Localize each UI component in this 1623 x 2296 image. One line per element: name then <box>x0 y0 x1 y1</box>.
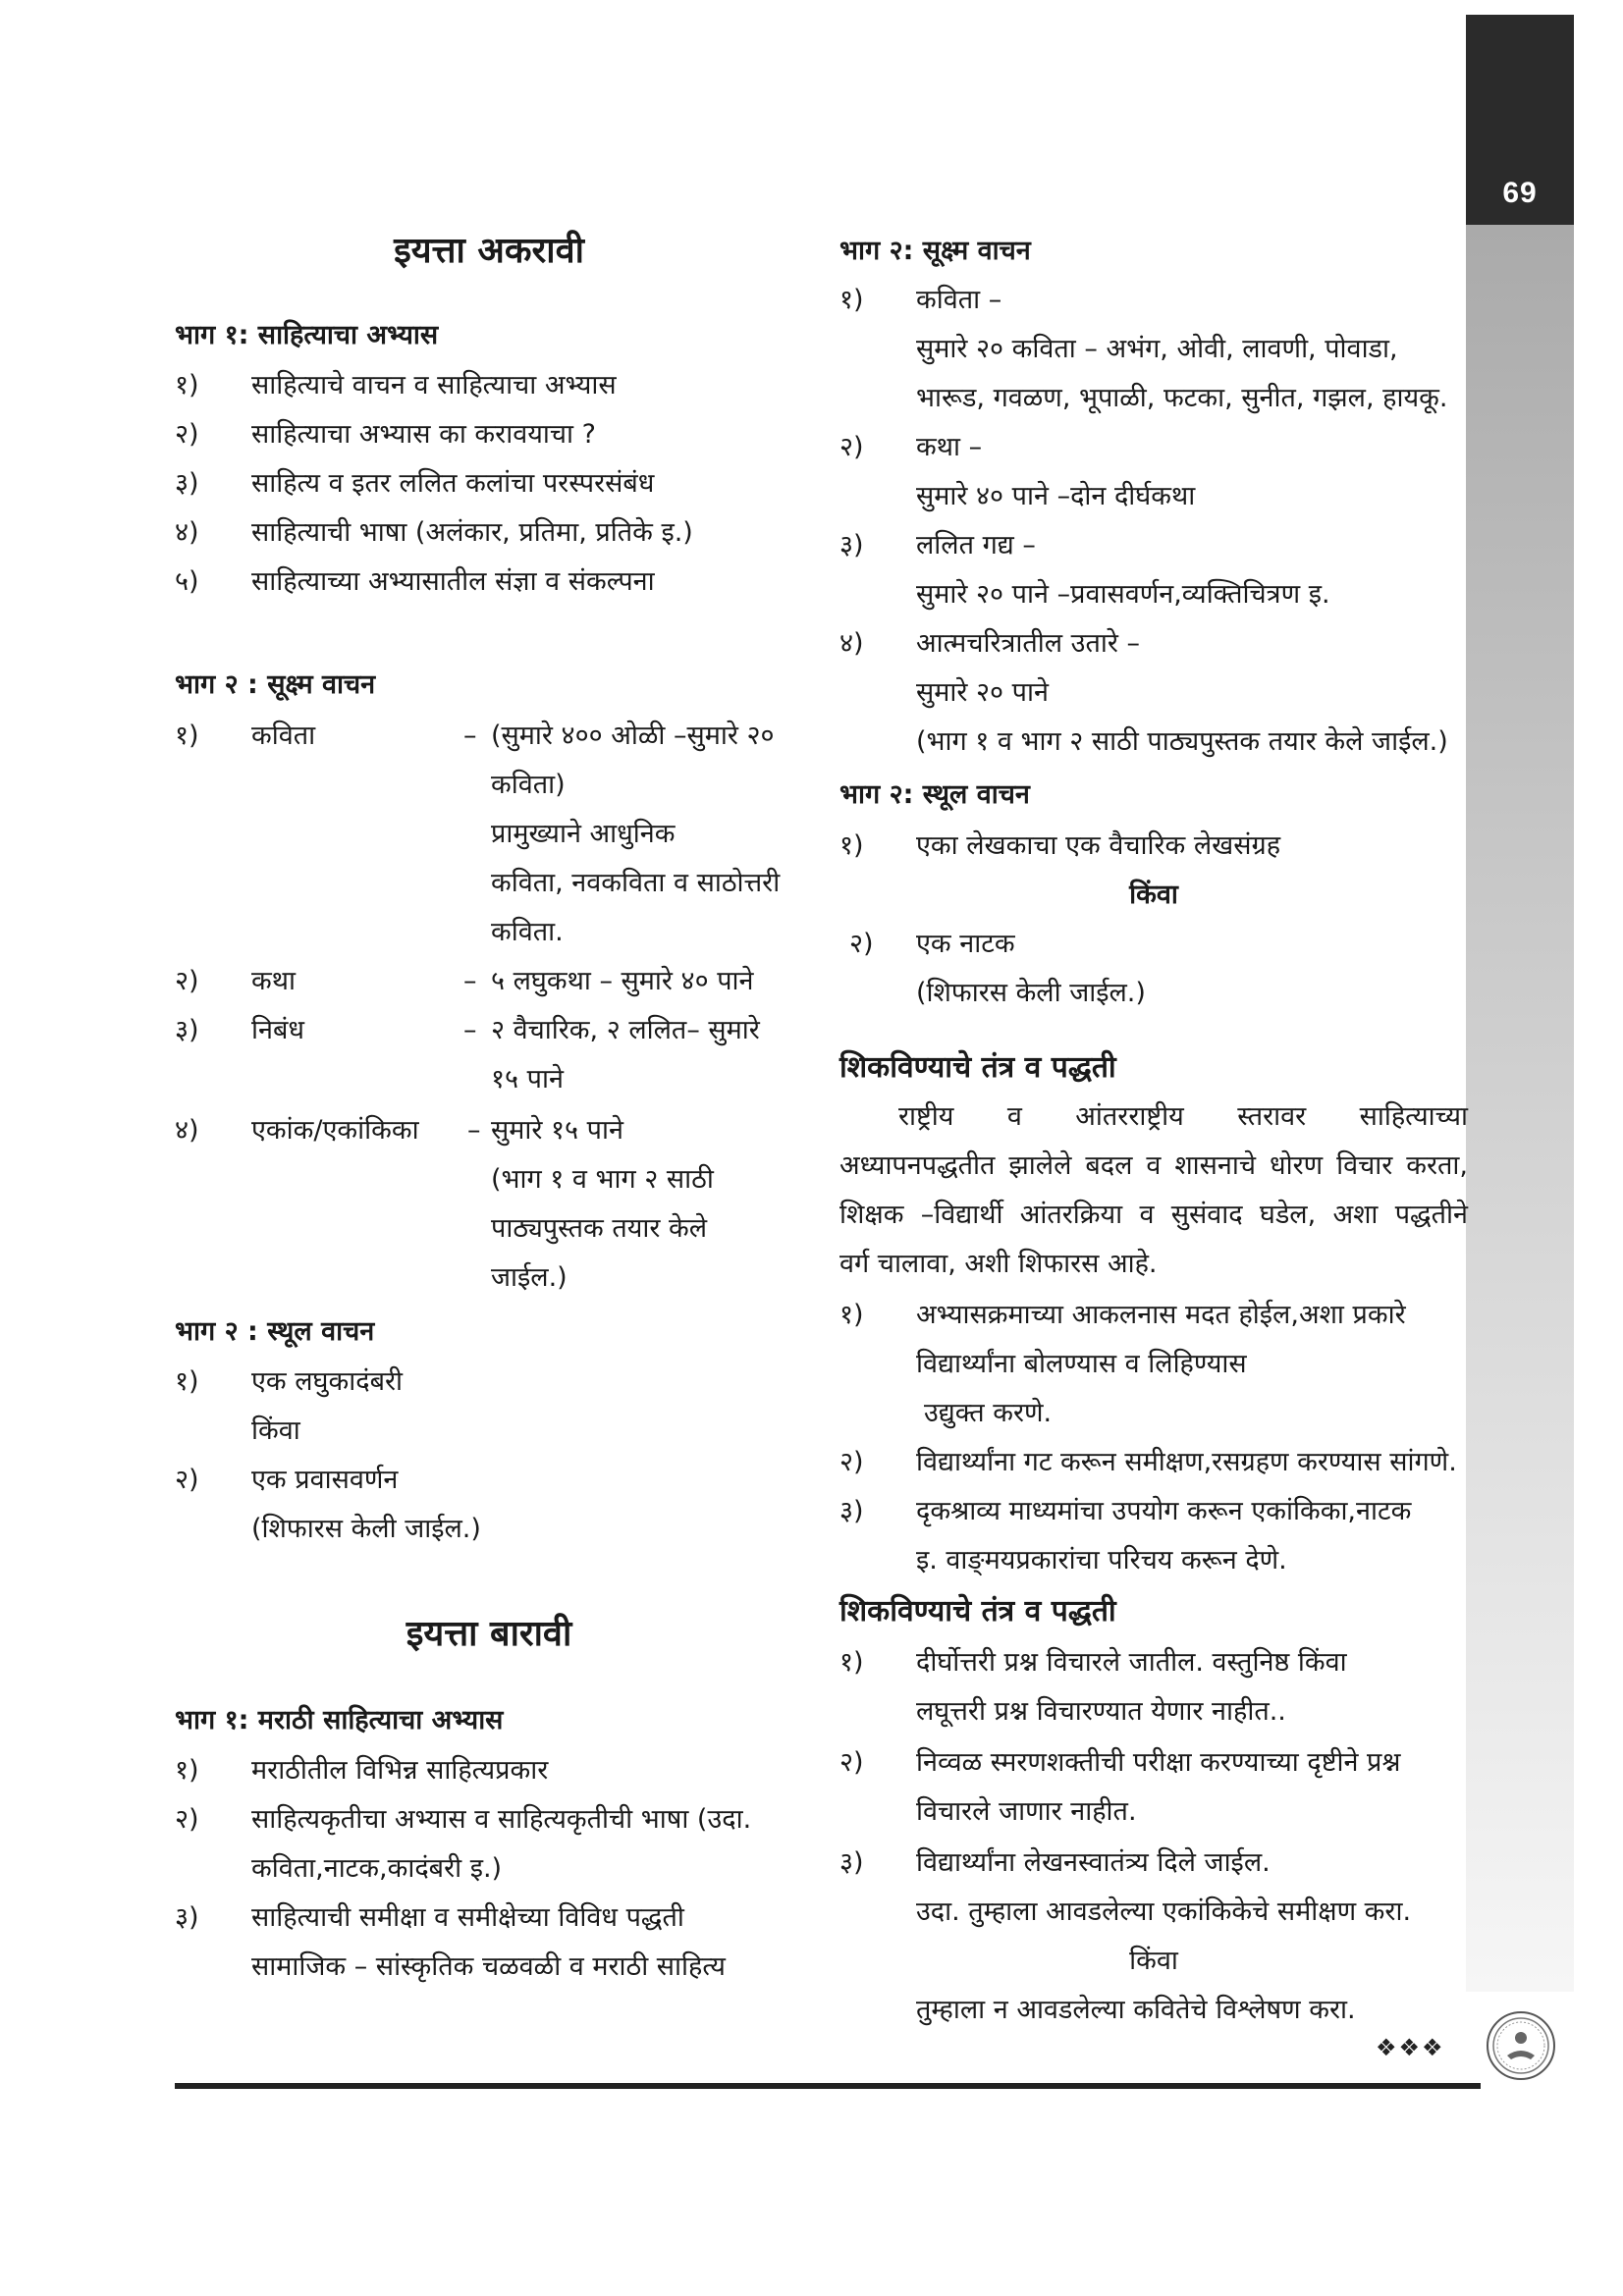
list-item-line: १५ पाने <box>491 1064 564 1095</box>
grade11-title: इयत्ता अकरावी <box>394 231 584 271</box>
right-column: भाग २: सूक्ष्म वाचन १) कविता – सुमारे २० कविता – अभंग, ओवी, लावणी, पोवाडा, भारूड, गवळण, भूपाळी, फटका, सुनीत, गझल, हायकू. २) कथा – सुमारे ४० पाने –दोन दीर्घकथा ३) ललित गद्य – सुमारे २० पाने –प्रवासवर्णन,व्यक्तिचित्रण इ. ४) आत्मचरित्रातील उतारे – सुमारे २० पाने (भाग १ व भाग २ साठी पाठ्यपुस्तक तयार केले जाईल.) भाग २: स्थूल वाचन १) एका लेखकाचा एक वैचारिक लेखसंग्रह किंवा २) एक नाटक (शिफारस केली जाईल.) शिकविण्याचे तंत्र व पद्धती राष्ट्रीय व आंतरराष्ट्रीय स्तरावर साहित्याच्या अध्यापनपद्धतीत झालेले बदल व शासनाचे धोरण विचार करता, शिक्षक –विद्यार्थी आंतरक्रिया व सुसंवाद घडेल, अशा पद्धतीने वर्ग चालावा, अशी शिफारस आहे. १) अभ्यासक्रमाच्या आकलनास मदत होईल,अशा प्रकारे विद्यार्थ्यांना बोलण्यास व लिहिण्यास उद्युक्त करणे. २) विद्यार्थ्यांना गट करून समीक्षण,रसग्रहण करण्यास सांगणे. ३) दृकश्राव्य माध्यमांचा उपयोग करून एकांकिका,नाटक इ. वाङ्‌मयप्रकारांचा परिचय करून देणे. शिकविण्याचे तंत्र व पद्धती १) दीर्घोत्तरी प्रश्न विचारले जातील. वस्तुनिष्ठ किंवा लघूत्तरी प्रश्न विचारण्यात येणार नाहीत.. २) निव्वळ स्मरणशक्तीची परीक्षा करण्याच्या दृष्टीने प्रश्न विचारले जाणार नाहीत. ३) विद्यार्थ्यांना लेखनस्वातंत्र्य दिले जाईल. उदा. तुम्हाला आवडलेल्या एकांकिकेचे समीक्षण करा. किंवा तुम्हाला न आवडलेल्या कवितेचे विश्लेषण करा. <box>839 0 1468 2296</box>
list-item-line: प्रामुख्याने आधुनिक <box>491 819 676 849</box>
list-item-line: (भाग १ व भाग २ साठी <box>491 1164 714 1195</box>
part2-broad-heading: भाग २: स्थूल वाचन <box>839 779 1030 810</box>
part2-close-heading: भाग २: सूक्ष्म वाचन <box>839 236 1031 266</box>
example-text: उदा. तुम्हाला आवडलेल्या एकांकिकेचे समीक्षण करा. <box>916 1896 1412 1927</box>
list-item-line: सुमारे २० कविता – अभंग, ओवी, लावणी, पोवाडा, <box>916 334 1398 364</box>
page-number-tab <box>1466 15 1574 225</box>
teaching-methods-heading: शिकविण्याचे तंत्र व पद्धती <box>839 1050 1116 1085</box>
list-item-line: पाठ्यपुस्तक तयार केले <box>491 1213 708 1244</box>
list-item-line: सुमारे ४० पाने –दोन दीर्घकथा <box>916 481 1196 511</box>
list-item-line: सुमारे २० पाने <box>916 677 1049 708</box>
paragraph-line: राष्ट्रीय व आंतरराष्ट्रीय स्तरावर साहित्याच्या <box>898 1101 1468 1132</box>
list-item-line: लघूत्तरी प्रश्न विचारण्यात येणार नाहीत.. <box>916 1696 1286 1727</box>
list-item-line: कविता. <box>491 917 564 947</box>
list-item-line: विद्यार्थ्यांना बोलण्यास व लिहिण्यास <box>916 1349 1247 1379</box>
grade11-part3-heading: भाग २ : स्थूल वाचन <box>175 1316 375 1347</box>
board-emblem-icon <box>1486 2010 1556 2081</box>
left-column: इयत्ता अकरावी भाग १: साहित्याचा अभ्यास १) साहित्याचे वाचन व साहित्याचा अभ्यास २) साहित्याचा अभ्यास का करावयाचा ? ३) साहित्य व इतर ललित कलांचा परस्परसंबंध ४) साहित्याची भाषा (अलंकार, प्रतिमा, प्रतिके इ.) ५) साहित्याच्या अभ्यासातील संज्ञा व संकल्पना भाग २ : सूक्ष्म वाचन १) कविता – (सुमारे ४०० ओळी –सुमारे २० कविता) प्रामुख्याने आधुनिक कविता, नवकविता व साठोत्तरी कविता. २) कथा – ५ लघुकथा – सुमारे ४० पाने ३) निबंध – २ वैचारिक, २ ललित– सुमारे १५ पाने ४) एकांक/एकांकिका – सुमारे १५ पाने (भाग १ व भाग २ साठी पाठ्यपुस्तक तयार केले जाईल.) भाग २ : स्थूल वाचन १) एक लघुकादंबरी किंवा २) एक प्रवासवर्णन (शिफारस केली जाईल.) इयत्ता बारावी भाग १: मराठी साहित्याचा अभ्यास १) मराठीतील विभिन्न साहित्यप्रकार २) साहित्यकृतीचा अभ्यास व साहित्यकृतीची भाषा (उदा. कविता,नाटक,कादंबरी इ.) ३) साहित्याची समीक्षा व समीक्षेच्या विविध पद्धती सामाजिक – सांस्कृतिक चळवळी व मराठी साहित्य <box>175 0 803 2296</box>
paragraph-line: वर्ग चालावा, अशी शिफारस आहे. <box>839 1249 1158 1279</box>
grade12-part1-heading: भाग १: मराठी साहित्याचा अभ्यास <box>175 1705 504 1735</box>
list-item-line: विचारले जाणार नाहीत. <box>916 1796 1137 1827</box>
paragraph-line: शिक्षक –विद्यार्थी आंतरक्रिया व सुसंवाद घडेल, अशा पद्धतीने <box>839 1200 1468 1230</box>
end-ornament: ❖❖❖ <box>1376 2034 1445 2061</box>
or-text: किंवा <box>251 1415 300 1446</box>
list-item-line: (भाग १ व भाग २ साठी पाठ्यपुस्तक तयार केले जाईल.) <box>916 726 1448 757</box>
list-item-line: कविता,नाटक,कादंबरी इ.) <box>251 1853 503 1884</box>
list-item-line: कविता) <box>491 770 566 800</box>
grade11-part1-heading: भाग १: साहित्याचा अभ्यास <box>175 320 439 350</box>
example-text: तुम्हाला न आवडलेल्या कवितेचे विश्लेषण करा. <box>916 1995 1356 2025</box>
list-item-line: सुमारे २० पाने –प्रवासवर्णन,व्यक्तिचित्रण इ. <box>916 579 1330 610</box>
page-number: 69 <box>1502 177 1538 209</box>
grade12-title: इयत्ता बारावी <box>406 1614 572 1654</box>
list-item-line: भारूड, गवळण, भूपाळी, फटका, सुनीत, गझल, हायकू. <box>916 383 1448 413</box>
note-text: (शिफारस केली जाईल.) <box>916 978 1146 1008</box>
edge-gradient-strip <box>1466 225 1574 1992</box>
grade11-part2-heading: भाग २ : सूक्ष्म वाचन <box>175 669 376 700</box>
list-item-line: इ. वाङ्‌मयप्रकारांचा परिचय करून देणे. <box>916 1545 1287 1575</box>
note-text: (शिफारस केली जाईल.) <box>251 1514 481 1544</box>
or-text: किंवा <box>1129 880 1178 910</box>
paragraph-line: अध्यापनपद्धतीत झालेले बदल व शासनाचे धोरण विचार करता, <box>839 1150 1468 1181</box>
teaching-methods-heading-2: शिकविण्याचे तंत्र व पद्धती <box>839 1594 1116 1629</box>
or-text: किंवा <box>1129 1946 1178 1976</box>
list-item-line: सामाजिक – सांस्कृतिक चळवळी व मराठी साहित्य <box>251 1951 726 1982</box>
list-item-line: जाईल.) <box>491 1262 568 1293</box>
list-item-line: उद्युक्त करणे. <box>924 1398 1053 1428</box>
list-item-line: कविता, नवकविता व साठोत्तरी <box>491 868 781 898</box>
